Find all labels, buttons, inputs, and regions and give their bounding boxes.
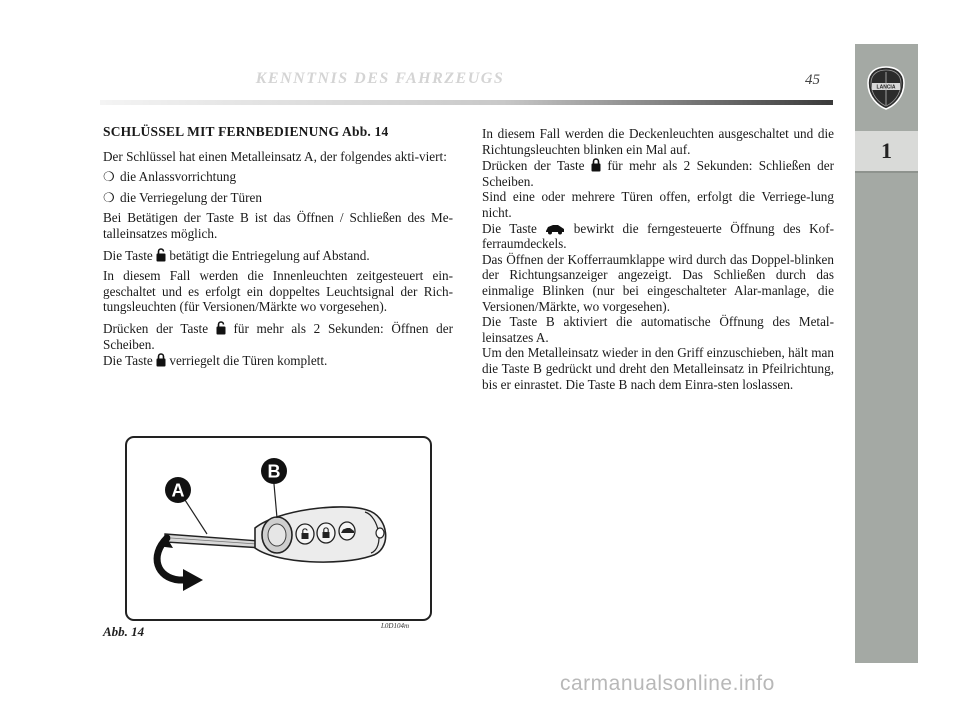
unlock-padlock-icon [216,320,226,335]
text-fragment: Die Taste [103,247,153,263]
bullet-mark: ❍ [103,169,115,185]
text-fragment: Drücken der Taste [103,320,209,336]
windows-open-paragraph [103,320,453,352]
trunk-paragraph [482,221,834,252]
text-fragment: bewirkt die ferngesteuerte Öffnung des Kof-ferraumdeckels. [482,220,835,252]
car-trunk-icon [545,223,565,235]
lock-padlock-icon [156,352,166,367]
figure-code: L0D104m [381,622,410,630]
insert-return-paragraph: Um den Metalleinsatz wieder in den Griff einzuschieben, hält man die Taste B gedrückt und dreht den Metalleinsatz in Pfeilrichtung, bis er einrastet. Die Taste B nach dem Einra-sten loslassen. [482,345,834,392]
running-title: KENNTNIS DES FAHRZEUGS [255,70,505,87]
label-b: B [267,461,281,482]
ceiling-lights-paragraph: In diesem Fall werden die Deckenleuchten ausgeschaltet und die Richtungsleuchten blinken ein Mal auf. [482,126,834,157]
bullet-mark: ❍ [103,189,115,205]
trunk-signal-paragraph: Das Öffnen der Kofferraumklappe wird durch das Doppel-blinken der Richtungsanzeiger angezeigt. Das Schließen durch das einmalige Blinken (nur bei eingeschalteter Alar-manlage, die Versionen/Märkte, wo vorgesehen). [482,251,834,314]
text-fragment: für mehr als 2 Sekunden: Öffnen der Scheiben. [103,320,453,352]
figure-frame [125,436,432,621]
text-fragment: verriegelt die Türen komplett. [169,353,328,369]
chapter-number-cell [855,131,918,173]
unlock-paragraph [103,247,453,264]
label-a: A [171,480,185,501]
text-fragment: Die Taste [103,353,153,369]
windows-close-paragraph [482,157,834,189]
lock-paragraph [103,352,453,369]
text-fragment: Die Taste [482,220,537,236]
text-fragment: betätigt die Entriegelung auf Abstand. [169,247,370,263]
right-column [482,126,834,392]
key-illustration [127,438,430,619]
intro-paragraph: Der Schlüssel hat einen Metalleinsatz A, der folgendes akti-viert: [103,148,447,164]
header-rule [100,100,833,105]
doors-open-paragraph: Sind eine oder mehrere Türen offen, erfolgt die Verriege-lung nicht. [482,189,834,220]
watermark-text: carmanualsonline.info [560,672,775,695]
section-title: SCHLÜSSEL MIT FERNBEDIENUNG Abb. 14 [103,124,389,139]
text-fragment: Drücken der Taste [482,158,585,174]
chapter-number: 1 [881,138,892,163]
list-item-text: die Verriegelung der Türen [120,189,262,205]
figure-caption: Abb. 14 [103,624,145,639]
svg-text:LANCIA: LANCIA [876,84,896,91]
list-item [103,190,453,206]
interior-lights-paragraph: In diesem Fall werden die Innenleuchten zeitgesteuert ein-geschaltet und es erfolgt ein doppeltes Leuchtsignal der Rich-tungsleuchten (für Versionen/Märkte wo vorgesehen). [103,268,453,315]
lancia-shield-logo-icon [866,65,906,111]
button-b-paragraph: Die Taste B aktiviert die automatische Öffnung des Metal-leinsatzes A. [482,314,834,345]
text-fragment: für mehr als 2 Sekunden: Schließen der Scheiben. [482,158,835,189]
page-number: 45 [805,72,820,88]
left-column [103,124,453,374]
lock-padlock-icon [591,157,601,172]
list-item-text: die Anlassvorrichtung [120,169,237,185]
unlock-padlock-icon [156,247,166,262]
list-item [103,169,453,185]
insert-paragraph: Bei Betätigen der Taste B ist das Öffnen / Schließen des Me-talleinsatzes möglich. [103,210,453,241]
